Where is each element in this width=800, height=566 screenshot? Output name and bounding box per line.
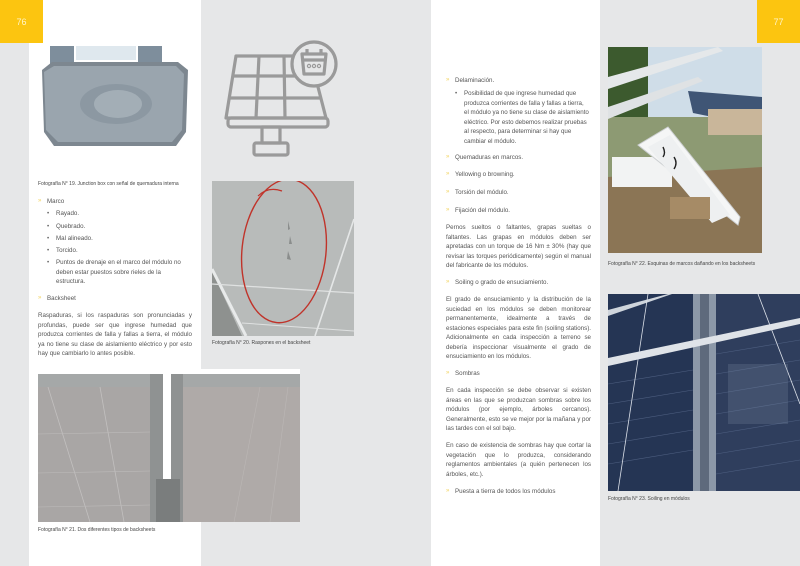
bullet-torsion: » Torsión del módulo. (446, 189, 509, 196)
photo19-caption: Fotografía N° 19. Junction box con señal de quemadura interna (38, 181, 179, 187)
sub-quebrado: • Quebrado. (47, 222, 85, 232)
bullet-marco: » Marco (38, 198, 64, 205)
photo20-caption: Fotografía N° 20. Raspones en el backsheet (212, 340, 311, 346)
backsheet-paragraph: Raspaduras, si los raspaduras son pronunciadas y profundas, puede ser que ingrese humedad que produzca corrientes de falla y fallas a tierra, el módulo ya no tiene su clase de aislamiento eléctrico y por esto hay que cambiarlo lo antes posible. (38, 312, 192, 357)
sub-delaminacion: • Posibilidad de que ingrese humedad que produzca corrientes de falla y fallas a tierra, el módulo ya no tiene su clase de aislamiento eléctrico. Por esto debemos realizar pruebas al respecto, para determinar si hay que cambiar el módulo. (455, 89, 590, 146)
sombras-paragraph-2: En caso de existencia de sombras hay que cortar la vegetación que lo produzca, considerando reglamentos ambientales (a quién pertenecen los árboles, etc.). (446, 442, 591, 478)
bullet-sombras: » Sombras (446, 370, 480, 377)
page-number-right: 77 (757, 0, 800, 43)
photo-frame-corners-damage (608, 47, 762, 253)
fijacion-paragraph: Pernos sueltos o faltantes, grapas sueltas o faltantes. Las grapas en módulos deben ser apretadas con un torque de 16 Nm ± 30% (hay que revisar las torques periódicamente) según el manual del fabricante de los módulos. (446, 224, 591, 269)
photo23-caption: Fotografía N° 23. Soiling en módulos (608, 496, 690, 502)
photo-soiling-modules (608, 294, 800, 491)
solar-panel-maintenance-icon (222, 38, 344, 160)
sub-torcido: • Torcido. (47, 246, 78, 256)
photo-two-backsheets (38, 369, 300, 522)
photo22-caption: Fotografía N° 22. Esquinas de marcos dañando en los backsheets (608, 261, 756, 267)
bullet-delaminacion: » Delaminación. (446, 77, 494, 84)
sombras-paragraph-1: En cada inspección se debe observar si existen áreas en las que se produzcan sombras sobre los módulos (por ejemplo, árboles cercanos). Generalmente, esto se ve mejor por la mañana y por las tardes con el sol bajo. (446, 387, 591, 432)
bullet-puesta-tierra: » Puesta a tierra de todos los módulos (446, 488, 555, 495)
bullet-quemaduras: » Quemaduras en marcos. (446, 154, 523, 161)
bullet-fijacion: » Fijación del módulo. (446, 207, 510, 214)
bullet-backsheet: » Backsheet (38, 295, 76, 302)
sub-puntos-drenaje: • Puntos de drenaje en el marco del módulo no deben estar puestos sobre rieles de la estructura. (47, 258, 182, 287)
sub-mal-alineado: • Mal alineado. (47, 234, 93, 244)
photo21-caption: Fotografía N° 21. Dos diferentes tipos de backsheets (38, 527, 156, 533)
page-number-left: 76 (0, 0, 43, 43)
bullet-soiling: » Soiling o grado de ensuciamiento. (446, 279, 548, 286)
sub-rayado: • Rayado. (47, 209, 79, 219)
photo-junction-box (38, 46, 192, 150)
bullet-yellowing: » Yellowing o browning. (446, 171, 515, 178)
soiling-paragraph: El grado de ensuciamiento y la distribución de la suciedad en los módulos se deben monitorear permanentemente, idealmente a través de estaciones especiales para este fin (soiling stations). Adicionalmente en cada inspección a terreno se debería inspeccionar visualmente el grado de ensuciamiento en los módulos. (446, 296, 591, 360)
photo-backsheet-scratches (212, 181, 354, 336)
